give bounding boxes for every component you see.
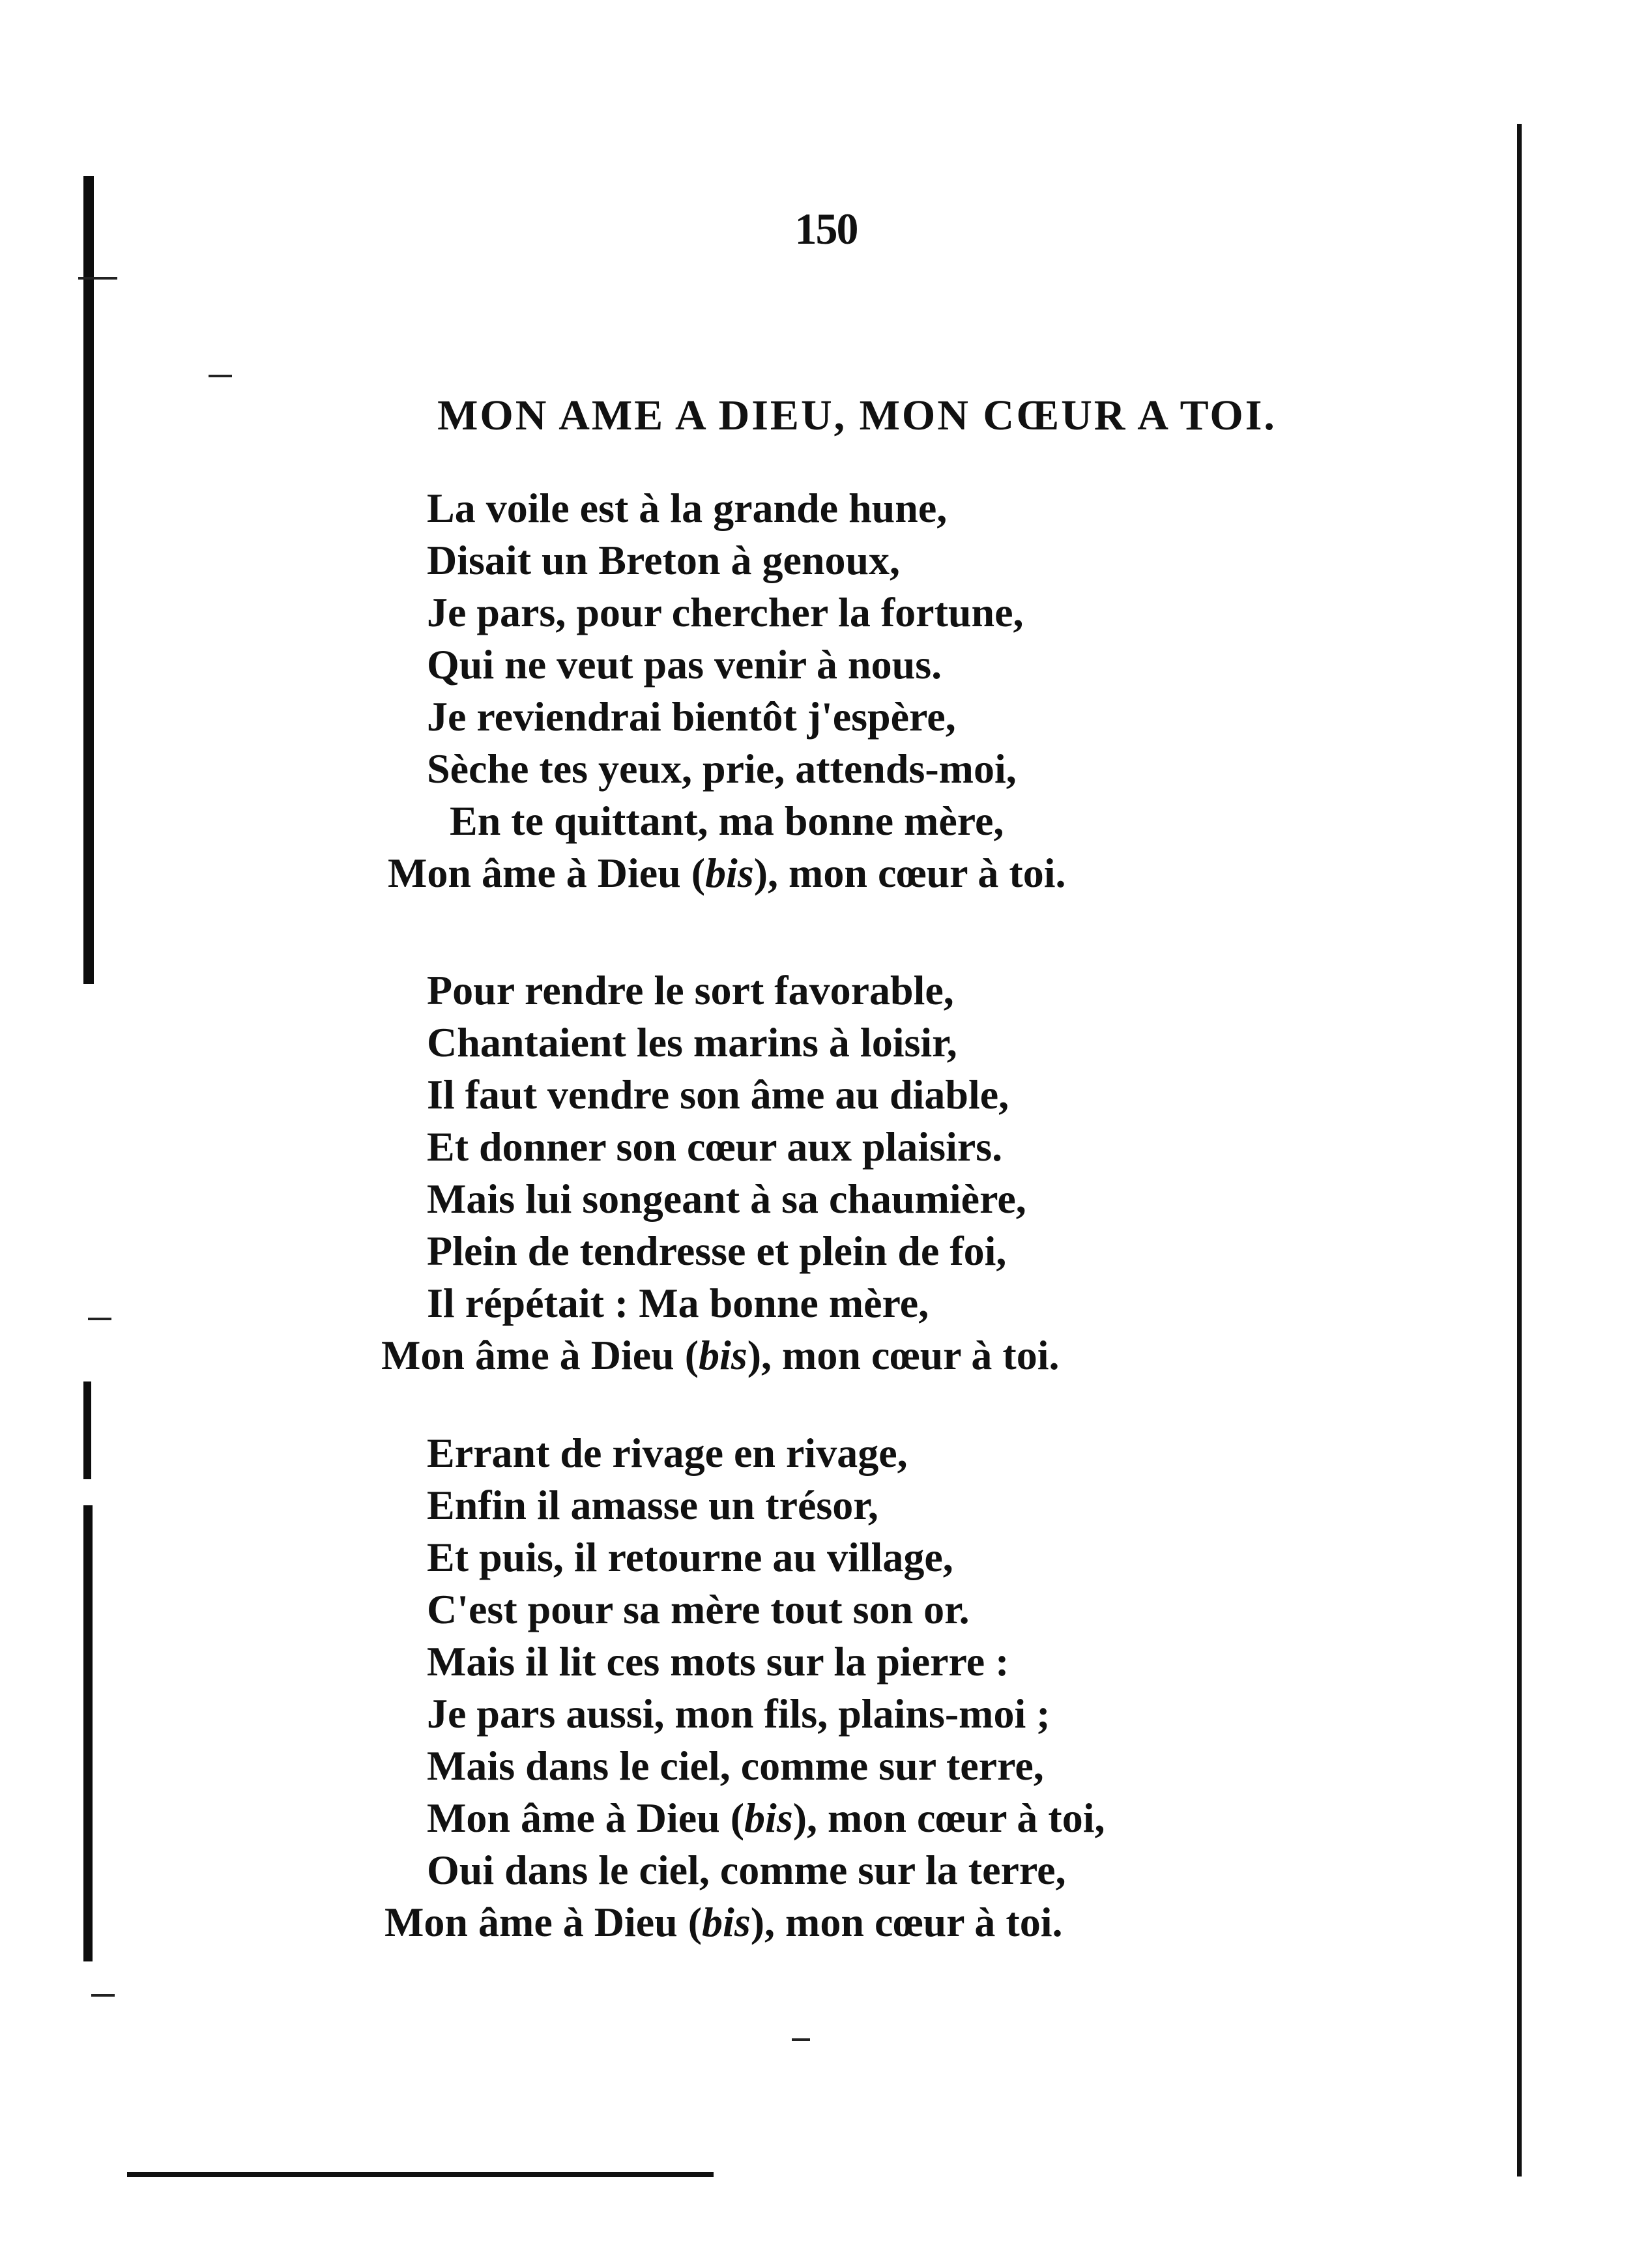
scan-edge-left-bottom [83,1505,93,1961]
song-title: MON AME A DIEU, MON CŒUR A TOI. [437,392,1277,439]
verse-line: Je pars aussi, mon fils, plains-moi ; [427,1690,1051,1737]
verse-line: Je reviendrai bientôt j'espère, [427,693,956,740]
scan-edge-left-top [83,176,94,984]
verse-line: Mais dans le ciel, comme sur terre, [427,1743,1044,1789]
page-number: 150 [794,204,858,253]
verse-line: Plein de tendresse et plein de foi, [427,1228,1007,1274]
scan-mark [88,1318,111,1320]
refrain-line: Mon âme à Dieu (bis), mon cœur à toi, [427,1795,1105,1841]
verse-line: Il faut vendre son âme au diable, [427,1071,1009,1118]
verse-line: Qui ne veut pas venir à nous. [427,641,942,687]
verse-line: Sèche tes yeux, prie, attends-moi, [427,745,1017,792]
scan-mark [792,2038,810,2041]
verse-line: Oui dans le ciel, comme sur la terre, [427,1847,1066,1893]
verse-line: Et puis, il retourne au village, [427,1534,953,1580]
verse-line: Enfin il amasse un trésor, [427,1482,878,1528]
verse-line: Disait un Breton à genoux, [427,537,901,583]
verse-line: Je pars, pour chercher la fortune, [427,589,1024,635]
refrain-line: Mon âme à Dieu (bis), mon cœur à toi. [384,1899,1063,1945]
scan-mark [209,375,232,377]
scan-edge-left-mid [83,1381,91,1479]
verse-line: Il répétait : Ma bonne mère, [427,1280,929,1326]
verse-line: En te quittant, ma bonne mère, [450,798,1004,844]
verse-line: Mais lui songeant à sa chaumière, [427,1176,1026,1222]
scan-edge-bottom [127,2172,714,2177]
refrain-line: Mon âme à Dieu (bis), mon cœur à toi. [381,1332,1060,1378]
refrain-line: Mon âme à Dieu (bis), mon cœur à toi. [388,850,1066,896]
verse-line: Mais il lit ces mots sur la pierre : [427,1638,1009,1685]
verse-line: La voile est à la grande hune, [427,485,948,531]
scan-mark [91,1994,115,1997]
scan-mark [78,277,117,280]
verse-line: Errant de rivage en rivage, [427,1430,908,1476]
verse-line: C'est pour sa mère tout son or. [427,1586,970,1632]
verse-line: Pour rendre le sort favorable, [427,967,954,1013]
verse-line: Chantaient les marins à loisir, [427,1019,957,1065]
verse-line: Et donner son cœur aux plaisirs. [427,1123,1003,1170]
